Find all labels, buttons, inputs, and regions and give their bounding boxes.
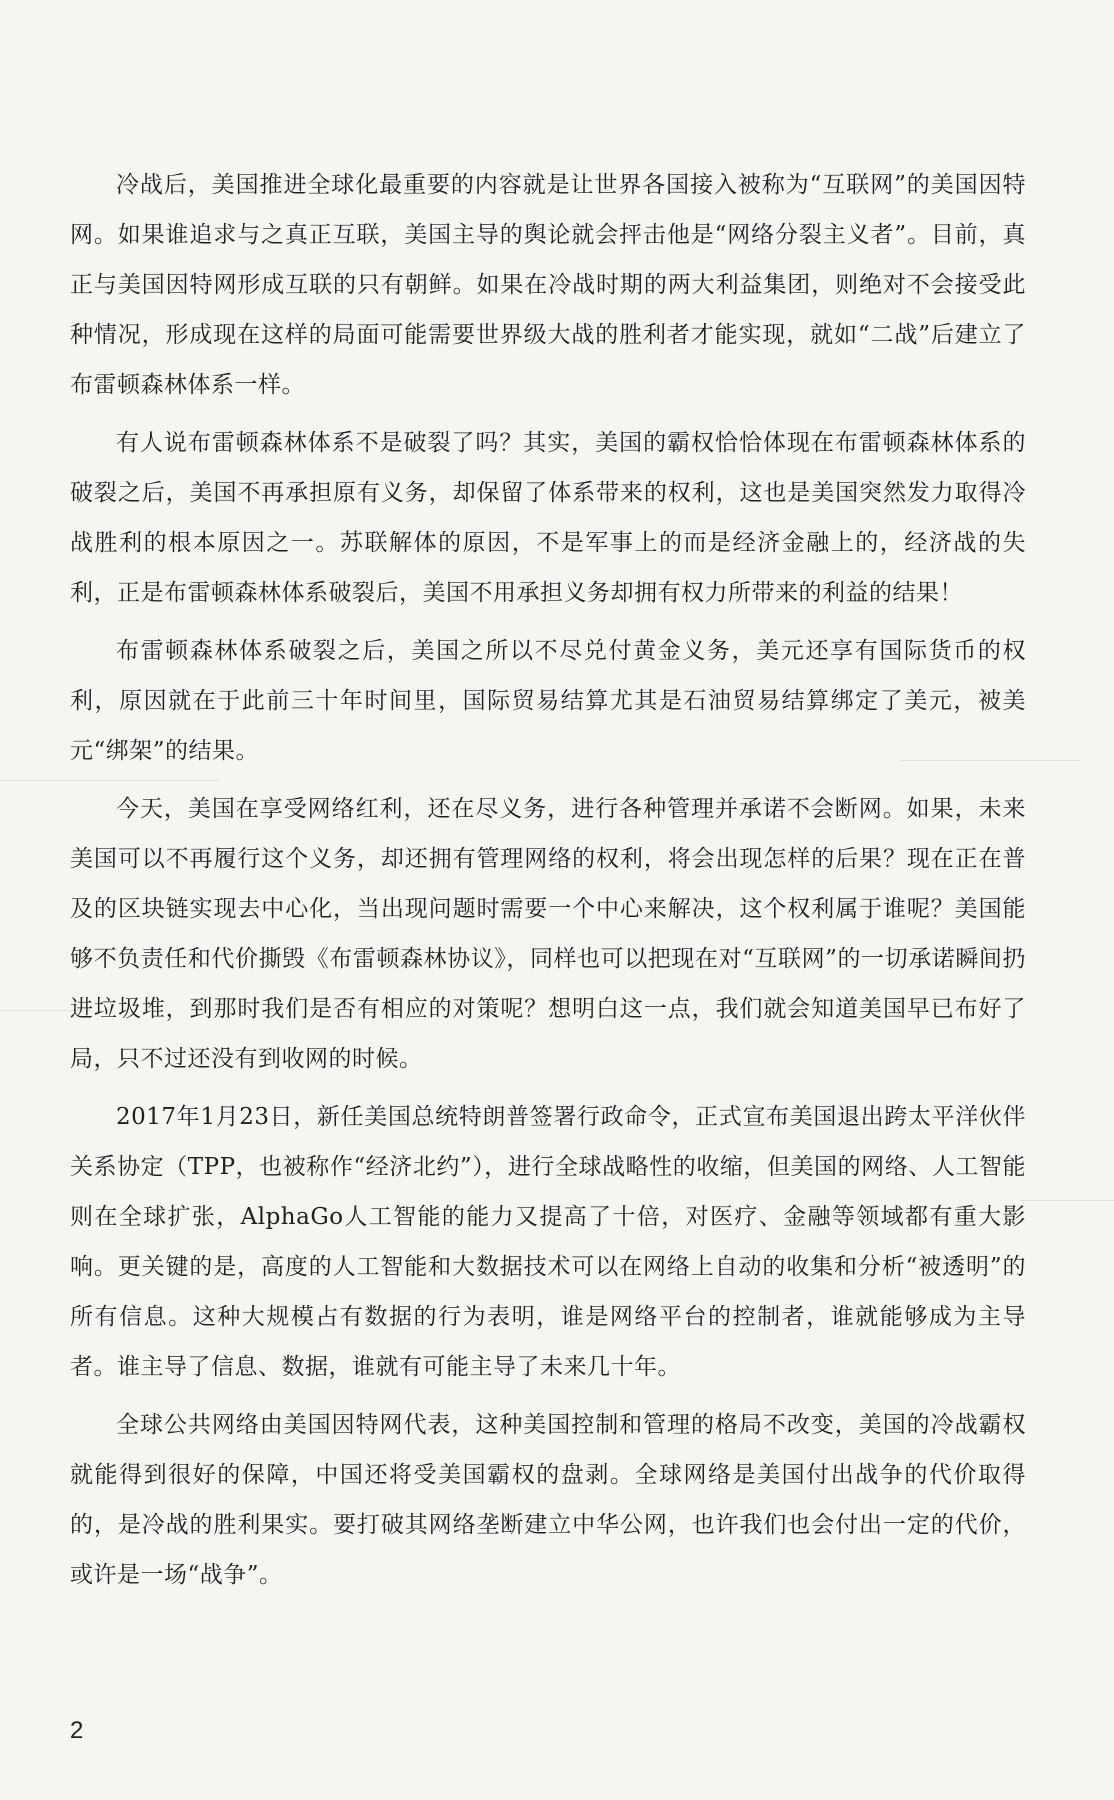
paragraph: 冷战后，美国推进全球化最重要的内容就是让世界各国接入被称为“互联网”的美国因特网。如果谁追求与之真正互联，美国主导的舆论就会抨击他是“网络分裂主义者”。目前，真正与美国因特网形成互联的只有朝鲜。如果在冷战时期的两大利益集团，则绝对不会接受此种情况，形成现在这样的局面可能需要世界级大战的胜利者才能实现，就如“二战”后建立了布雷顿森林体系一样。 [70, 172, 1026, 398]
paragraph: 布雷顿森林体系破裂之后，美国之所以不尽兑付黄金义务，美元还享有国际货币的权利，原因就在于此前三十年时间里，国际贸易结算尤其是石油贸易结算绑定了美元，被美元“绑架”的结果。 [70, 638, 1026, 764]
main-text [70, 160, 1026, 1600]
page-number: 2 [70, 1717, 84, 1744]
scan-artifact-line [1020, 1200, 1114, 1201]
paragraph: 有人说布雷顿森林体系不是破裂了吗？其实，美国的霸权恰恰体现在布雷顿森林体系的破裂之后，美国不再承担原有义务，却保留了体系带来的权利，这也是美国突然发力取得冷战胜利的根本原因之一。苏联解体的原因，不是军事上的而是经济金融上的，经济战的失利，正是布雷顿森林体系破裂后，美国不用承担义务却拥有权力所带来的利益的结果！ [70, 430, 1026, 606]
paragraph: 全球公共网络由美国因特网代表，这种美国控制和管理的格局不改变，美国的冷战霸权就能得到很好的保障，中国还将受美国霸权的盘剥。全球网络是美国付出战争的代价取得的，是冷战的胜利果实。要打破其网络垄断建立中华公网，也许我们也会付出一定的代价，或许是一场“战争”。 [70, 1412, 1026, 1588]
paragraph: 2017年1月23日，新任美国总统特朗普签署行政命令，正式宣布美国退出跨太平洋伙伴关系协定（TPP，也被称作“经济北约”），进行全球战略性的收缩，但美国的网络、人工智能则在全球扩张，AlphaGo人工智能的能力又提高了十倍，对医疗、金融等领域都有重大影响。更关键的是，高度的人工智能和大数据技术可以在网络上自动的收集和分析“被透明”的所有信息。这种大规模占有数据的行为表明，谁是网络平台的控制者，谁就能够成为主导者。谁主导了信息、数据，谁就有可能主导了未来几十年。 [70, 1104, 1026, 1380]
paragraph: 今天，美国在享受网络红利，还在尽义务，进行各种管理并承诺不会断网。如果，未来美国可以不再履行这个义务，却还拥有管理网络的权利，将会出现怎样的后果？现在正在普及的区块链实现去中心化，当出现问题时需要一个中心来解决，这个权利属于谁呢？美国能够不负责任和代价撕毁《布雷顿森林协议》，同样也可以把现在对“互联网”的一切承诺瞬间扔进垃圾堆，到那时我们是否有相应的对策呢？想明白这一点，我们就会知道美国早已布好了局，只不过还没有到收网的时候。 [70, 796, 1026, 1072]
